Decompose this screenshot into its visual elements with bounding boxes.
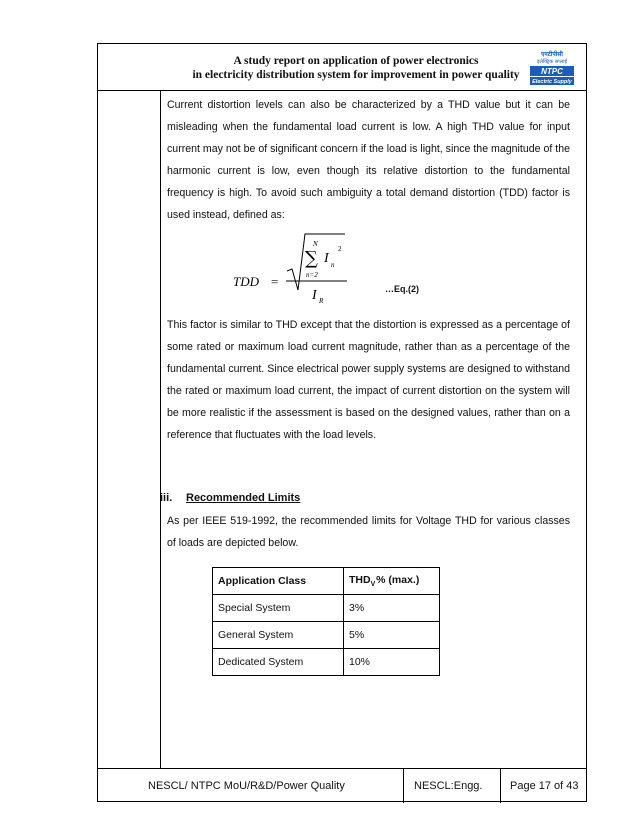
formula-sum-lower: n=2 xyxy=(306,271,318,279)
cell-application-class: Dedicated System xyxy=(213,649,344,676)
table-row xyxy=(213,649,440,676)
equation-label: …Eq.(2) xyxy=(385,284,420,294)
table-row xyxy=(213,595,440,622)
section-heading xyxy=(160,492,300,504)
footer-divider xyxy=(403,769,404,803)
footer-department: NESCL:Engg. xyxy=(414,780,483,792)
tdd-formula xyxy=(200,226,460,306)
logo-hindi-line2: इलेक्ट्रिक सप्लाई xyxy=(537,59,567,65)
paragraph-text: Current distortion levels can also be characterized by a THD value but it can be misleading when the fundamental load current is low. A high THD value for input current may not be of significant concern if the load is light, since the magnitude of the harmonic current is low, even though its relative distortion to the fundamental frequency is high. To avoid such ambiguity a total demand distortion (TDD) factor is used instead, defined as: xyxy=(167,99,570,221)
logo-tagline: Electric Supply xyxy=(532,79,572,85)
formula-term-sub: n xyxy=(331,261,335,269)
footer-divider xyxy=(500,769,501,803)
header-title-line1: A study report on application of power electronics xyxy=(233,55,479,67)
page-header xyxy=(98,44,586,91)
formula-denominator-sub: R xyxy=(319,297,324,305)
section-number: iii. xyxy=(160,492,173,504)
table-row xyxy=(213,622,440,649)
formula-denominator: I xyxy=(312,288,317,303)
paragraph-ieee-limits xyxy=(167,510,570,554)
paragraph-text: As per IEEE 519-1992, the recommended limits for Voltage THD for various classes of loads are depicted below. xyxy=(167,515,570,549)
cell-thd-value: 10% xyxy=(344,649,440,676)
voltage-thd-limits-table xyxy=(212,567,440,676)
formula-lhs: TDD xyxy=(233,274,260,289)
formula-equals: = xyxy=(271,274,279,289)
cell-application-class: General System xyxy=(213,622,344,649)
footer-reference: NESCL/ NTPC MoU/R&D/Power Quality xyxy=(148,780,345,792)
column-header-application-class: Application Class xyxy=(213,568,344,595)
logo-hindi-line1: एनटीपीसी xyxy=(541,51,563,58)
cell-thd-value: 5% xyxy=(344,622,440,649)
formula-sigma: ∑ xyxy=(305,248,318,269)
footer-page-number: Page 17 of 43 xyxy=(510,780,579,792)
table-header-row xyxy=(213,568,440,595)
column-header-thd: $THD_V$ % (max.) xyxy=(344,568,440,595)
page-footer xyxy=(98,768,586,802)
header-title xyxy=(160,54,552,82)
cell-thd-value: 3% xyxy=(344,595,440,622)
logo-brand: NTPC xyxy=(541,67,563,76)
paragraph-text: This factor is similar to THD except that the distortion is expressed as a percentage of some rated or maximum load current magnitude, rather than as a percentage of the fundamental current. Since electrical power supply systems are designed to withstand the rated or maximum load current, the impact of current distortion on the system will be more realistic if the assessment is based on the designed values, rather than on a reference that fluctuates with the load levels. xyxy=(167,319,570,441)
formula-term: I xyxy=(324,251,329,266)
ntpc-logo xyxy=(527,48,577,86)
left-margin-column-line xyxy=(160,90,161,768)
header-title-line2: in electricity distribution system for improvement in power quality xyxy=(192,69,520,81)
cell-application-class: Special System xyxy=(213,595,344,622)
paragraph-thd-intro xyxy=(167,94,570,226)
formula-sum-upper: N xyxy=(313,240,318,248)
paragraph-tdd-explanation xyxy=(167,314,570,446)
formula-term-sup: 2 xyxy=(338,245,342,253)
section-title: Recommended Limits xyxy=(186,492,301,504)
